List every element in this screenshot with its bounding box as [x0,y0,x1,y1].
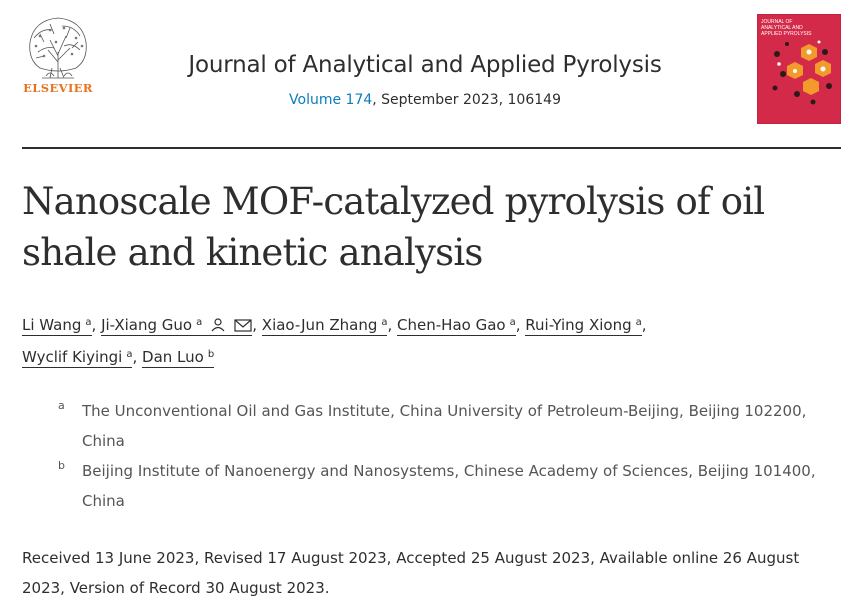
author-separator: , [387,316,393,334]
affiliation-text: Beijing Institute of Nanoenergy and Nanosystems, Chinese Academy of Sciences, Beijing 101400, China [82,462,816,510]
affiliation-marker: a [126,349,133,360]
affiliation-marker: a [381,317,388,328]
author-list [22,308,822,372]
author-link[interactable] [101,316,252,336]
affiliation-marker: a [85,317,92,328]
affiliation-label: a [58,399,65,412]
author-name: Ji-Xiang Guo [101,316,193,334]
author-link[interactable] [525,316,641,336]
author-name: Li Wang [22,316,82,334]
volume-link[interactable]: Volume 174 [289,92,373,108]
issue-info [110,92,740,108]
author-name: Rui-Ying Xiong [525,316,632,334]
article-history: Received 13 June 2023, Revised 17 August 2023, Accepted 25 August 2023, Available online 26 August 2023, Version of Record 30 August 2023. [22,549,800,597]
envelope-icon [234,319,252,332]
author-link[interactable] [397,316,516,336]
affiliation-marker: a [635,317,642,328]
cover-title-line2: ANALYTICAL AND [761,25,803,31]
journal-title[interactable]: Journal of Analytical and Applied Pyrolysis [188,52,662,78]
affiliation-marker: a [196,317,203,328]
person-icon [210,318,226,332]
author-separator: , [515,316,521,334]
author-link[interactable] [142,348,214,368]
author-link[interactable] [22,348,132,368]
publisher-name: ELSEVIER [23,81,93,95]
journal-cover-thumbnail[interactable] [757,14,841,124]
author-name: Wyclif Kiyingi [22,348,123,366]
author-name: Xiao-Jun Zhang [261,316,378,334]
author-separator: , [132,348,138,366]
cover-title-line3: APPLIED PYROLYSIS [761,31,812,37]
article-header [0,0,848,148]
affiliation-item [58,456,838,516]
affiliation-marker: a [509,317,516,328]
author-link[interactable] [22,316,92,336]
affiliation-label: b [58,459,65,472]
issue-details: , September 2023, 106149 [372,92,561,108]
affiliation-text: The Unconventional Oil and Gas Institute, China University of Petroleum-Beijing, Beijing 102200, China [82,402,807,450]
affiliation-item [58,396,838,456]
author-name: Dan Luo [142,348,204,366]
author-separator: , [641,316,647,334]
author-name: Chen-Hao Gao [397,316,506,334]
author-separator: , [91,316,97,334]
affiliation-marker: b [207,349,215,360]
header-divider [22,147,841,149]
author-link[interactable] [262,316,388,336]
cover-title-line1: JOURNAL OF [761,19,793,25]
article-title: Nanoscale MOF-catalyzed pyrolysis of oil shale and kinetic analysis [22,180,765,274]
author-separator: , [252,316,258,334]
affiliations [58,396,838,516]
